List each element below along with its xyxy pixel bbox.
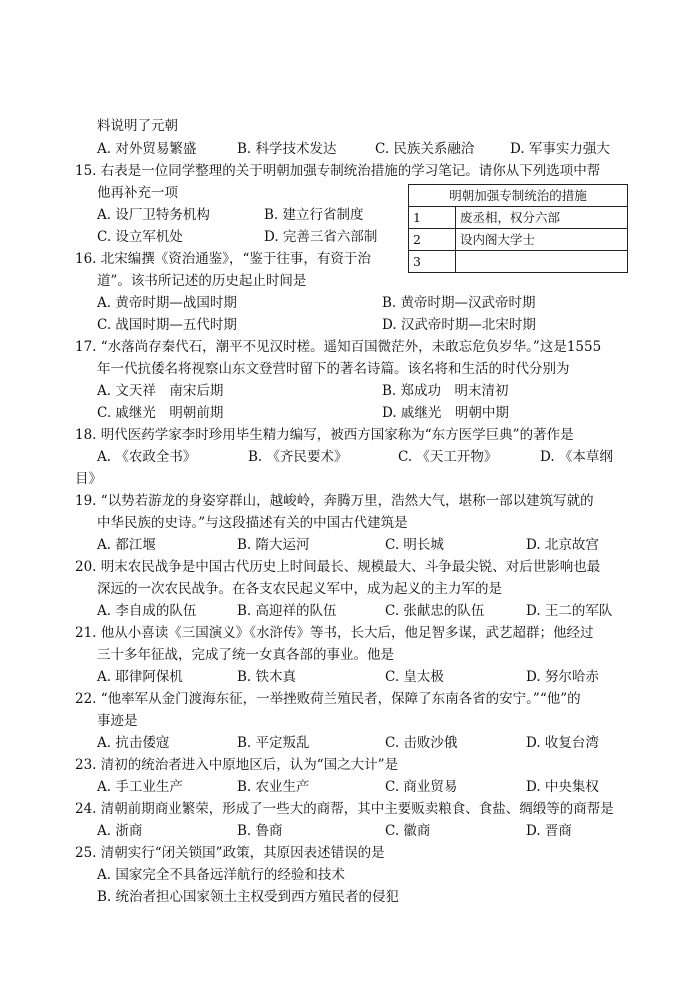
question-25-stem: 25. 清朝实行“闭关锁国”政策，其原因表述错误的是 (75, 845, 385, 861)
question-17-stem: 17. “水落尚存秦代石，潮平不见汉时槎。遥知百国微茫外，未敢忘危负岁华。”这是1555 (75, 339, 602, 355)
question-14-stem-tail: 料说明了元朝 (97, 118, 178, 134)
question-20-stem: 20. 明末农民战争是中国古代历史上时间最长、规模最大、斗争最尖锐、对后世影响也最 (75, 559, 601, 575)
q22-option-a[interactable]: A. 抗击倭寇 (97, 735, 170, 751)
question-21-stem: 21. 他从小喜读《三国演义》《水浒传》等书，长大后，他足智多谋，武艺超群；他经过 (75, 625, 594, 641)
q22-option-d[interactable]: D. 收复台湾 (526, 735, 599, 751)
notes-row-text (456, 251, 628, 273)
q15-option-b[interactable]: B. 建立行省制度 (264, 207, 364, 223)
question-16-stem: 16. 北宋编撰《资治通鉴》，“鉴于往事，有资于治 (75, 251, 371, 267)
q14-option-d[interactable]: D. 军事实力强大 (510, 141, 610, 157)
q16-option-b[interactable]: B. 黄帝时期—汉武帝时期 (382, 295, 536, 311)
question-22-stem: 22. “他率军从金门渡海东征，一举挫败荷兰殖民者，保障了东南各省的安宁。”“他”的 (75, 691, 581, 707)
q22-option-c[interactable]: C. 击败沙俄 (385, 735, 458, 751)
q20-option-b[interactable]: B. 高迎祥的队伍 (237, 603, 337, 619)
notes-table (408, 184, 628, 273)
q18-option-b[interactable]: B. 《齐民要术》 (248, 449, 348, 465)
question-24-stem: 24. 清朝前期商业繁荣，形成了一些大的商帮，其中主要贩卖粮食、食盐、绸缎等的商帮是 (75, 801, 614, 817)
q16-option-c[interactable]: C. 战国时期—五代时期 (97, 317, 237, 333)
q25-option-b[interactable]: B. 统治者担心国家领土主权受到西方殖民者的侵犯 (97, 889, 400, 905)
q23-option-c[interactable]: C. 商业贸易 (385, 779, 458, 795)
question-15-stem-cont: 他再补充一项 (97, 185, 178, 201)
q23-option-b[interactable]: B. 农业生产 (237, 779, 310, 795)
question-16-stem-cont: 道”。该书所记述的历史起止时间是 (97, 273, 307, 289)
q17-option-b[interactable]: B. 郑成功 明末清初 (382, 383, 509, 399)
q16-option-d[interactable]: D. 汉武帝时期—北宋时期 (382, 317, 536, 333)
q24-option-a[interactable]: A. 浙商 (97, 823, 143, 839)
q23-option-d[interactable]: D. 中央集权 (526, 779, 599, 795)
question-23-stem: 23. 清初的统治者进入中原地区后，认为“国之大计”是 (75, 757, 399, 773)
question-21-stem-cont: 三十多年征战，完成了统一女真各部的事业。他是 (97, 647, 394, 663)
q19-option-c[interactable]: C. 明长城 (385, 537, 444, 553)
question-15-stem: 15. 右表是一位同学整理的关于明朝加强专制统治措施的学习笔记。请你从下列选项中帮 (75, 163, 601, 179)
question-22-stem-cont: 事迹是 (97, 713, 138, 729)
q18-option-c[interactable]: C. 《天工开物》 (398, 449, 498, 465)
notes-row-number: 2 (409, 229, 456, 251)
q14-option-a[interactable]: A. 对外贸易繁盛 (97, 141, 197, 157)
question-18-stem: 18. 明代医药学家李时珍用毕生精力编写，被西方国家称为“东方医学巨典”的著作是 (75, 427, 574, 443)
q21-option-a[interactable]: A. 耶律阿保机 (97, 669, 183, 685)
q24-option-c[interactable]: C. 徽商 (385, 823, 431, 839)
notes-row-number: 3 (409, 251, 456, 273)
q18-option-d[interactable]: D. 《本草纲 (540, 449, 613, 465)
q22-option-b[interactable]: B. 平定叛乱 (237, 735, 310, 751)
q15-option-d[interactable]: D. 完善三省六部制 (264, 229, 378, 245)
q21-option-b[interactable]: B. 铁木真 (237, 669, 297, 685)
q17-option-c[interactable]: C. 戚继光 明朝前期 (97, 405, 224, 421)
q15-option-a[interactable]: A. 设厂卫特务机构 (97, 207, 210, 223)
q25-option-a[interactable]: A. 国家完全不具备远洋航行的经验和技术 (97, 867, 345, 883)
q17-option-d[interactable]: D. 戚继光 明朝中期 (382, 405, 509, 421)
notes-row-number: 1 (409, 207, 456, 229)
q17-option-a[interactable]: A. 文天祥 南宋后期 (97, 383, 224, 399)
q14-option-b[interactable]: B. 科学技术发达 (237, 141, 337, 157)
question-19-stem-cont: 中华民族的史诗。”与这段描述有关的中国古代建筑是 (97, 515, 408, 531)
q19-option-a[interactable]: A. 都江堰 (97, 537, 156, 553)
question-17-stem-cont: 年一代抗倭名将视察山东文登营时留下的著名诗篇。该名将和生活的时代分别为 (97, 361, 570, 377)
q18-option-d-wrap: 目》 (75, 471, 102, 487)
notes-row-text: 废丞相，权分六部 (456, 207, 628, 229)
q15-option-c[interactable]: C. 设立军机处 (97, 229, 183, 245)
question-19-stem: 19. “以势若游龙的身姿穿群山，越峻岭，奔腾万里，浩然大气，堪称一部以建筑写就的 (75, 493, 594, 509)
q16-option-a[interactable]: A. 黄帝时期—战国时期 (97, 295, 237, 311)
q24-option-d[interactable]: D. 晋商 (526, 823, 572, 839)
q19-option-b[interactable]: B. 隋大运河 (237, 537, 310, 553)
question-20-stem-cont: 深远的一次农民战争。在各支农民起义军中，成为起义的主力军的是 (97, 581, 502, 597)
notes-row-text: 设内阁大学士 (456, 229, 628, 251)
q24-option-b[interactable]: B. 鲁商 (237, 823, 283, 839)
q21-option-d[interactable]: D. 努尔哈赤 (526, 669, 599, 685)
q20-option-c[interactable]: C. 张献忠的队伍 (385, 603, 485, 619)
q19-option-d[interactable]: D. 北京故宫 (526, 537, 599, 553)
q23-option-a[interactable]: A. 手工业生产 (97, 779, 183, 795)
q14-option-c[interactable]: C. 民族关系融洽 (375, 141, 475, 157)
q21-option-c[interactable]: C. 皇太极 (385, 669, 444, 685)
notes-table-title: 明朝加强专制统治的措施 (409, 185, 628, 207)
q20-option-a[interactable]: A. 李自成的队伍 (97, 603, 197, 619)
q20-option-d[interactable]: D. 王二的军队 (526, 603, 613, 619)
q18-option-a[interactable]: A. 《农政全书》 (97, 449, 197, 465)
